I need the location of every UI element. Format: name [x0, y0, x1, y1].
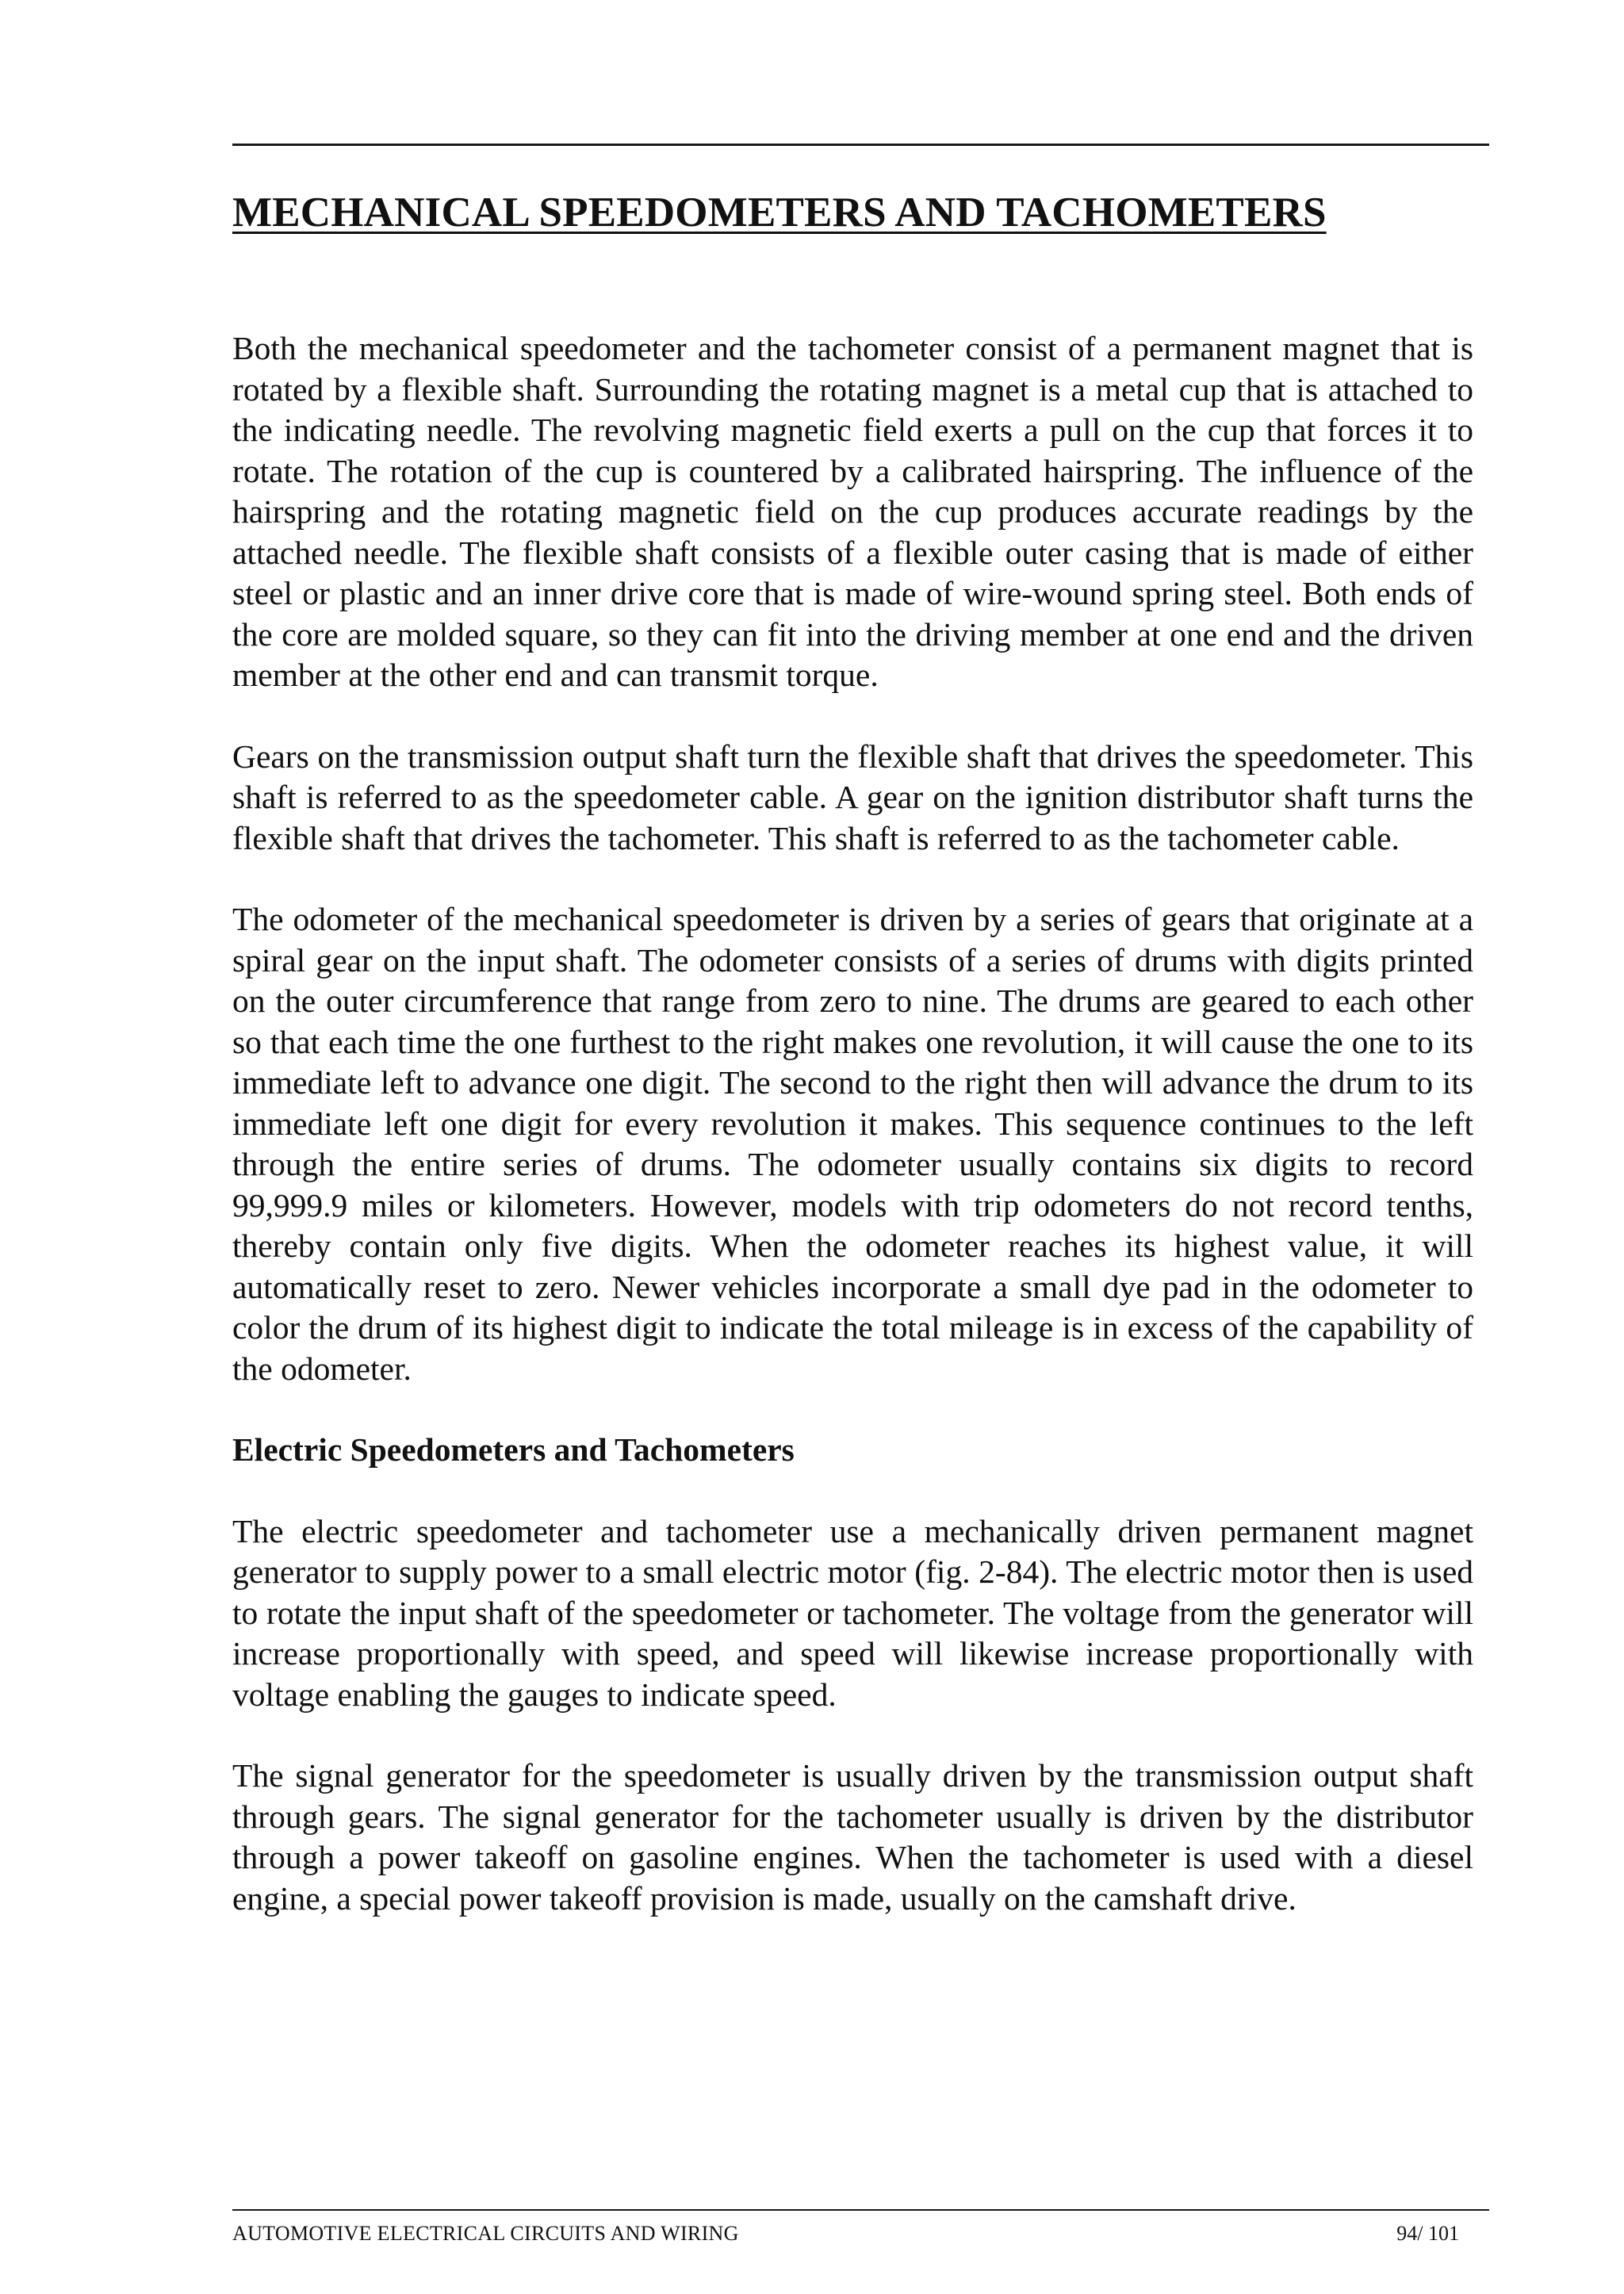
- page-number: 94/ 101: [1396, 2222, 1459, 2245]
- footer-title: AUTOMOTIVE ELECTRICAL CIRCUITS AND WIRING: [232, 2222, 739, 2245]
- paragraph-electric-speedometer: The electric speedometer and tachometer use a mechanically driven permanent magnet generator to supply power to a small electric motor (fig. 2-84). The electric motor then is used to rotate the input shaft of the speedometer or tachometer. The voltage from the generator will increase proportionally with speed, and speed will likewise increase proportionally with voltage enabling the gauges to indicate speed.: [232, 1512, 1473, 1713]
- header-rule: [232, 144, 1489, 146]
- document-body: [232, 328, 1473, 1919]
- paragraph-speedometer-cable: Gears on the transmission output shaft turn the flexible shaft that drives the speedometer. This shaft is referred to as the speedometer cable. A gear on the ignition distributor shaft turns the flexible shaft that drives the tachometer. This shaft is referred to as the tachometer cable.: [232, 737, 1473, 856]
- footer-rule: [232, 2209, 1489, 2211]
- page-title: MECHANICAL SPEEDOMETERS AND TACHOMETERS: [232, 190, 1327, 236]
- paragraph-odometer: The odometer of the mechanical speedometer is driven by a series of gears that originate at a spiral gear on the input shaft. The odometer consists of a series of drums with digits printed on the outer circumference that range from zero to nine. The drums are geared to each other so that each time the one furthest to the right makes one revolution, it will cause the one to its immediate left to advance one digit. The second to the right then will advance the drum to its immediate left one digit for every revolution it makes. This sequence continues to the left through the entire series of drums. The odometer usually contains six digits to record 99,999.9 miles or kilometers. However, models with trip odometers do not record tenths, thereby contain only five digits. When the odometer reaches its highest value, it will automatically reset to zero. Newer vehicles incorporate a small dye pad in the odometer to color the drum of its highest digit to indicate the total mileage is in excess of the capability of the odometer.: [232, 901, 1473, 1387]
- paragraph-speedometer-mechanism: Both the mechanical speedometer and the tachometer consist of a permanent magnet that is rotated by a flexible shaft. Surrounding the rotating magnet is a metal cup that is attached to the indicating needle. The revolving magnetic field exerts a pull on the cup that forces it to rotate. The rotation of the cup is countered by a calibrated hairspring. The influence of the hairspring and the rotating magnetic field on the cup produces accurate readings by the attached needle. The flexible shaft consists of a flexible outer casing that is made of either steel or plastic and an inner drive core that is made of wire-wound spring steel. Both ends of the core are molded square, so they can fit into the driving member at one end and the driven member at the other end and can transmit torque.: [232, 330, 1473, 693]
- section-heading: Electric Speedometers and Tachometers: [232, 1431, 795, 1468]
- paragraph-signal-generator: The signal generator for the speedometer is usually driven by the transmission output shaft through gears. The signal generator for the tachometer usually is driven by the distributor through a power takeoff on gasoline engines. When the tachometer is used with a diesel engine, a special power takeoff provision is made, usually on the camshaft drive.: [232, 1757, 1473, 1917]
